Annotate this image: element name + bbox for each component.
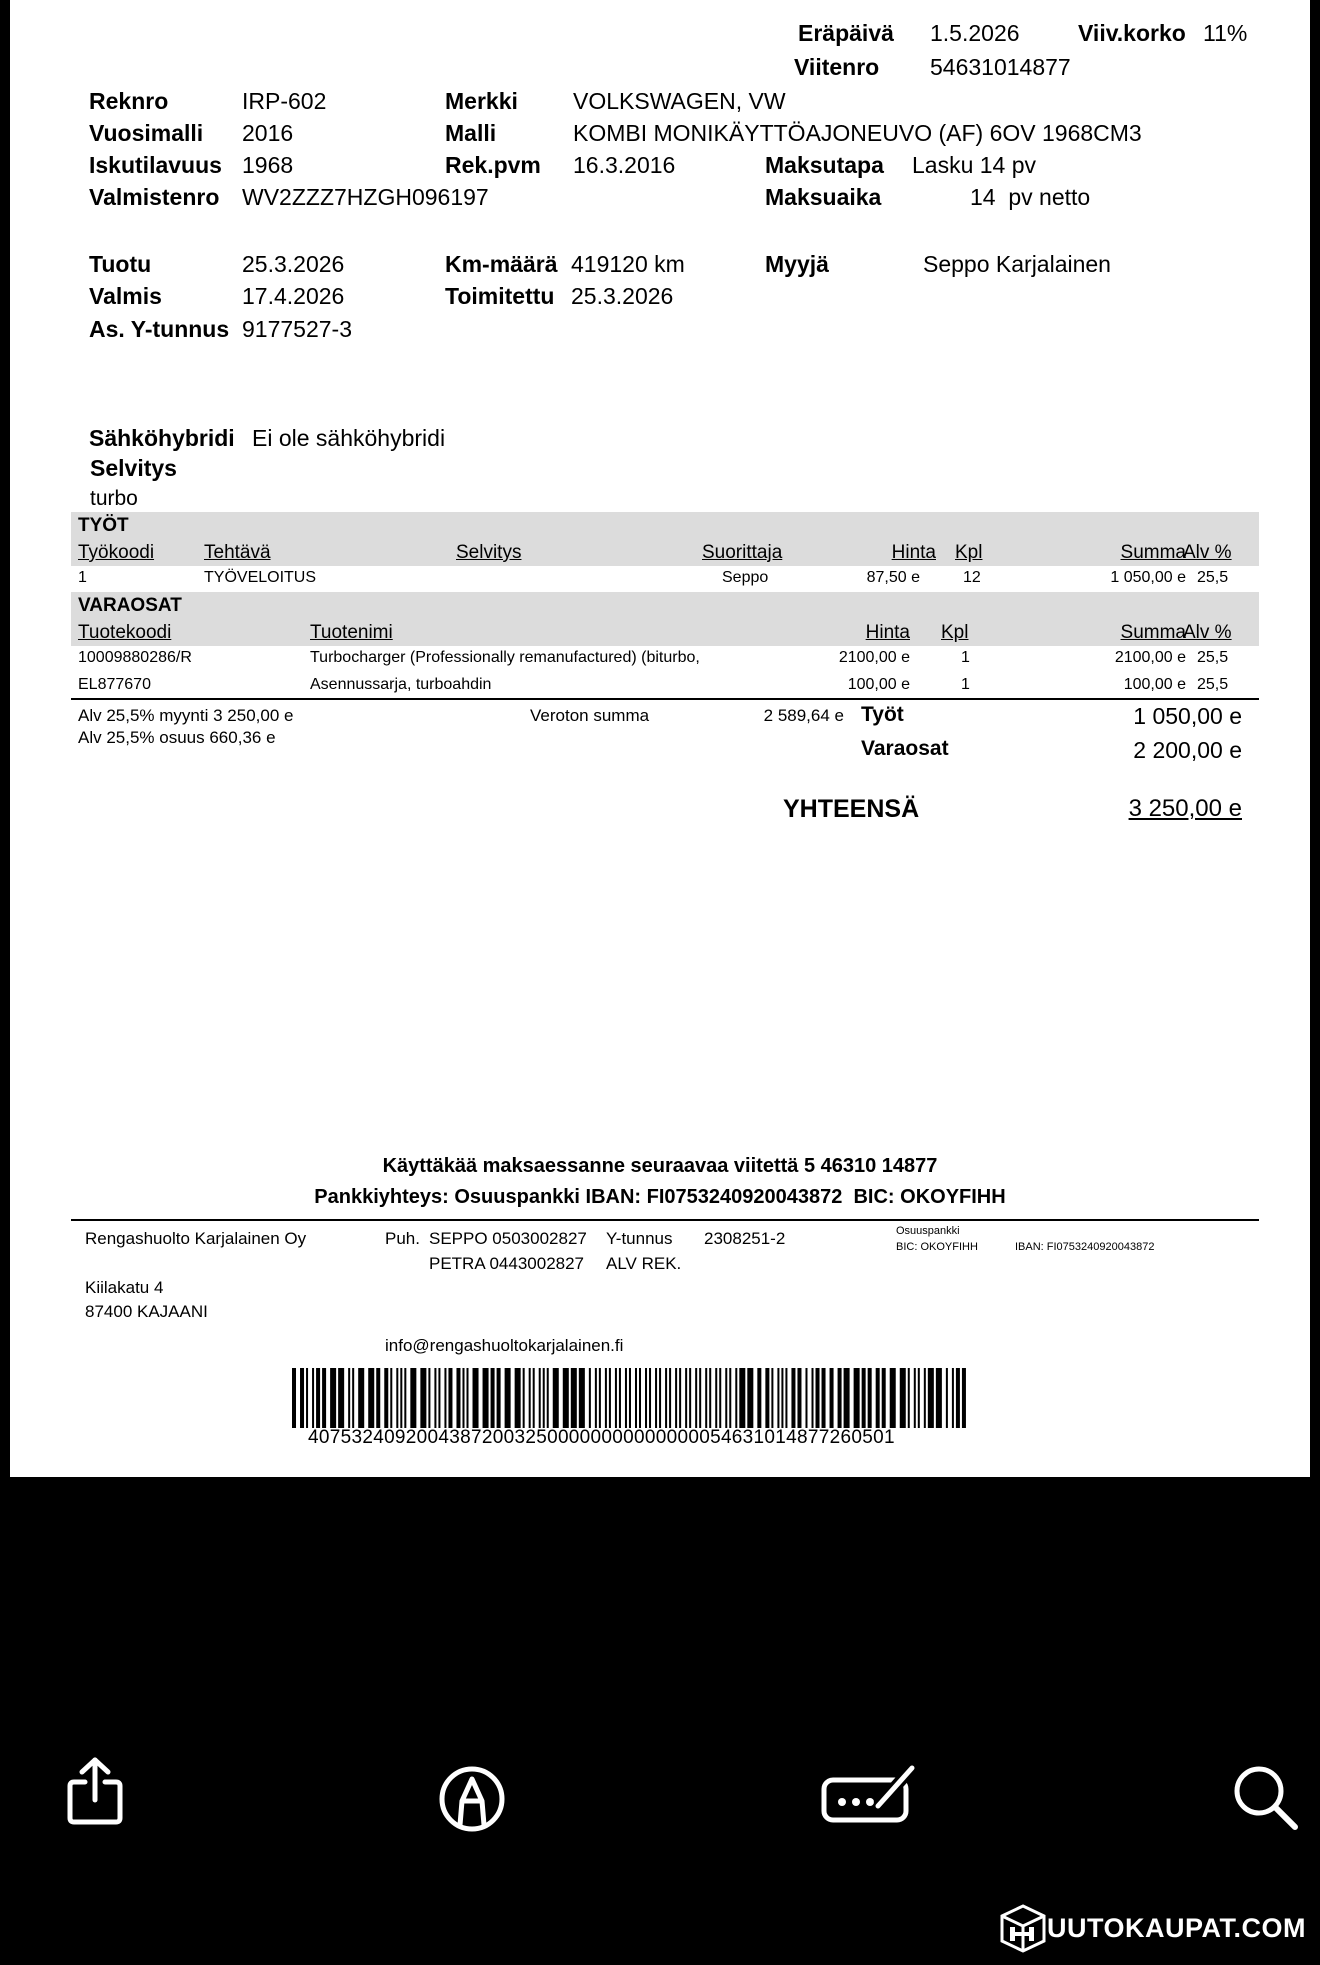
penalty-interest-label: Viiv.korko [1078, 20, 1186, 46]
seller-label: Myyjä [765, 251, 829, 277]
brought-value: 25.3.2026 [242, 251, 345, 277]
due-date-label: Eräpäivä [798, 20, 894, 46]
company-name: Rengashuolto Karjalainen Oy [85, 1229, 307, 1248]
parts-row-vat: 25,5 [1197, 649, 1229, 666]
phone-label: Puh. [385, 1229, 420, 1248]
mileage-value: 419120 km [571, 251, 685, 277]
vin-label: Valmistenro [89, 184, 220, 210]
parts-col-sum: Summa [1120, 622, 1186, 643]
reg-date-value: 16.3.2016 [573, 152, 676, 178]
reference-value: 54631014877 [930, 54, 1071, 80]
payment-reference-note: Käyttäkää maksaessanne seuraavaa viitettä 5 46310 14877 [382, 1155, 938, 1177]
parts-total-label: Varaosat [861, 737, 949, 760]
parts-col-qty: Kpl [941, 622, 969, 643]
work-total-value: 1 050,00 e [1133, 703, 1242, 729]
signature-icon [820, 1762, 920, 1826]
parts-col-vat: Alv % [1183, 622, 1232, 643]
markup-button[interactable] [438, 1765, 506, 1838]
due-date-value: 1.5.2026 [930, 20, 1020, 46]
explanation-value: turbo [90, 487, 138, 510]
parts-row-price: 100,00 e [847, 676, 910, 693]
hybrid-value: Ei ole sähköhybridi [252, 425, 446, 451]
work-row-task: TYÖVELOITUS [204, 569, 317, 586]
watermark-brand [999, 1901, 1306, 1955]
cube-logo-icon [999, 1903, 1047, 1953]
parts-row-sum: 2100,00 e [1114, 649, 1186, 666]
reference-label: Viitenro [794, 54, 880, 80]
business-id-label: Y-tunnus [606, 1229, 673, 1248]
model-value: KOMBI MONIKÄYTTÖAJONEUVO (AF) 6OV 1968CM3 [573, 120, 1142, 146]
company-city: 87400 KAJAANI [85, 1302, 208, 1321]
markup-pen-icon [438, 1765, 506, 1833]
customer-business-id-label: As. Y-tunnus [89, 316, 230, 342]
penalty-interest-value: 11% [1203, 20, 1248, 46]
parts-total-value: 2 200,00 e [1133, 737, 1242, 763]
work-col-performer: Suorittaja [702, 542, 783, 563]
payment-method-value: Lasku 14 pv [912, 152, 1037, 178]
payment-term-value: 14 pv netto [970, 184, 1091, 210]
work-col-price: Hinta [891, 542, 936, 563]
parts-row-vat: 25,5 [1197, 676, 1229, 693]
work-col-sum: Summa [1120, 542, 1186, 563]
share-button[interactable] [66, 1756, 124, 1831]
parts-row-qty: 1 [961, 649, 970, 666]
parts-row-code: 10009880286/R [78, 649, 192, 666]
work-row-performer: Seppo [722, 569, 769, 586]
parts-row-qty: 1 [961, 676, 970, 693]
explanation-label: Selvitys [90, 455, 177, 481]
vat-registered: ALV REK. [606, 1254, 682, 1273]
work-col-vat: Alv % [1183, 542, 1232, 563]
ready-value: 17.4.2026 [242, 283, 345, 309]
work-col-qty: Kpl [955, 542, 983, 563]
work-section-title: TYÖT [78, 515, 129, 536]
footer-divider [71, 1219, 1259, 1221]
vin-value: WV2ZZZ7HZGH096197 [242, 184, 489, 210]
totals-divider [71, 698, 1259, 700]
search-icon [1232, 1764, 1300, 1832]
barcode-number: 407532409200438720032500000000000000054631014877260501 [308, 1427, 895, 1448]
parts-row-code: EL877670 [78, 676, 151, 693]
vat-sales: Alv 25,5% myynti 3 250,00 e [78, 706, 294, 725]
grand-total-label: YHTEENSÄ [783, 795, 920, 823]
company-email: info@rengashuoltokarjalainen.fi [385, 1336, 624, 1355]
hybrid-label: Sähköhybridi [89, 425, 235, 451]
mileage-label: Km-määrä [445, 251, 558, 277]
reg-date-label: Rek.pvm [445, 152, 541, 178]
delivered-value: 25.3.2026 [571, 283, 674, 309]
watermark-brand-text: UUTOKAUPAT.COM [1047, 1912, 1306, 1943]
bank-connection-note: Pankkiyhteys: Osuuspankki IBAN: FI0753240920043872 BIC: OKOYFIHH [314, 1186, 1006, 1208]
payment-term-label: Maksuaika [765, 184, 882, 210]
work-col-code: Työkoodi [78, 542, 155, 563]
work-col-task: Tehtävä [204, 542, 271, 563]
signature-button[interactable] [820, 1762, 920, 1831]
displacement-label: Iskutilavuus [89, 152, 222, 178]
payment-barcode [292, 1368, 986, 1428]
work-row-qty: 12 [963, 569, 981, 586]
parts-section-title: VARAOSAT [78, 595, 182, 616]
work-row-code: 1 [78, 569, 87, 586]
bank-iban: IBAN: FI0753240920043872 [1015, 1241, 1155, 1253]
delivered-label: Toimitettu [445, 283, 555, 309]
work-row-price: 87,50 e [866, 569, 920, 586]
parts-row-name: Turbocharger (Professionally remanufactured) (biturbo, [310, 649, 700, 666]
work-row-sum: 1 050,00 e [1110, 569, 1186, 586]
phone-petra: PETRA 0443002827 [429, 1254, 585, 1273]
invoice-page [10, 0, 1310, 1477]
parts-col-code: Tuotekoodi [78, 622, 172, 643]
model-year-label: Vuosimalli [89, 120, 204, 146]
bank-bic: BIC: OKOYFIHH [896, 1241, 978, 1253]
make-label: Merkki [445, 88, 518, 114]
seller-value: Seppo Karjalainen [923, 251, 1111, 277]
reg-number-value: IRP-602 [242, 88, 327, 114]
model-year-value: 2016 [242, 120, 294, 146]
search-button[interactable] [1232, 1764, 1300, 1837]
payment-method-label: Maksutapa [765, 152, 884, 178]
customer-business-id-value: 9177527-3 [242, 316, 352, 342]
phone-seppo: SEPPO 0503002827 [429, 1229, 587, 1248]
work-total-label: Työt [861, 703, 904, 726]
parts-row-price: 2100,00 e [838, 649, 910, 666]
brought-label: Tuotu [89, 251, 152, 277]
work-row-vat: 25,5 [1197, 569, 1229, 586]
business-id-value: 2308251-2 [704, 1229, 786, 1248]
displacement-value: 1968 [242, 152, 294, 178]
work-col-explanation: Selvitys [456, 542, 522, 563]
bank-name: Osuuspankki [896, 1225, 960, 1237]
share-icon [66, 1756, 124, 1826]
make-value: VOLKSWAGEN, VW [573, 88, 786, 114]
parts-col-price: Hinta [865, 622, 910, 643]
parts-row-sum: 100,00 e [1123, 676, 1186, 693]
parts-row-name: Asennussarja, turboahdin [310, 676, 492, 693]
net-sum-label: Veroton summa [530, 706, 650, 725]
reg-number-label: Reknro [89, 88, 169, 114]
net-sum-value: 2 589,64 e [763, 706, 844, 725]
company-street: Kiilakatu 4 [85, 1278, 164, 1297]
model-label: Malli [445, 120, 497, 146]
vat-share: Alv 25,5% osuus 660,36 e [78, 728, 276, 747]
parts-col-name: Tuotenimi [310, 622, 393, 643]
grand-total-value: 3 250,00 e [1128, 795, 1242, 822]
ready-label: Valmis [89, 283, 162, 309]
